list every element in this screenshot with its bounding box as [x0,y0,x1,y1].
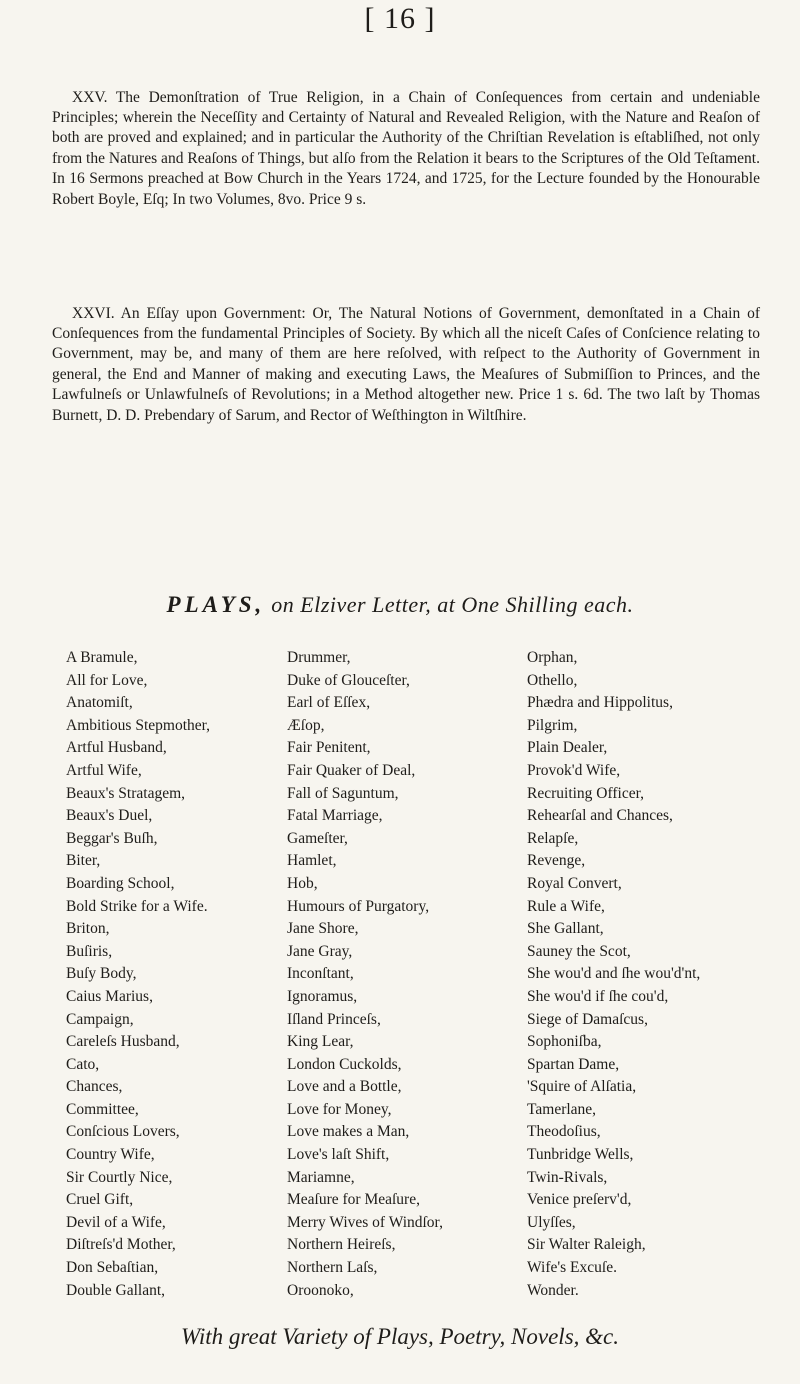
play-title: Country Wife, [66,1146,155,1164]
play-title: Buſy Body, [66,965,137,983]
play-title: Sophoniſba, [527,1033,602,1051]
play-title: Artful Wife, [66,761,142,779]
play-title: Caius Marius, [66,987,153,1005]
play-title: Othello, [527,671,578,689]
play-title: Recruiting Officer, [527,784,645,802]
play-title: Rule a Wife, [527,897,605,915]
play-title: Ulyſſes, [527,1213,576,1231]
play-title: A Bramule, [66,649,138,666]
play-title: Don Sebaſtian, [66,1259,159,1277]
play-title: She wou'd if ſhe cou'd, [527,987,669,1005]
play-title: Jane Shore, [287,920,359,938]
play-title: Relapſe, [527,829,579,847]
catalogue-entry-xxvi: XXVI. An Eſſay upon Government: Or, The Natural Notions of Government, demonſtated in a Chain of Conſequences from the fundamental Principles of Society. By which all the niceſt Caſes of Conſcience relating to Government, may be, and many of them are here reſolved, with reſpect to the Authority of Government in general, the End and Manner of making and executing Laws, the Meaſures of Submiſſion to Princes, and the Lawfulneſs or Unlawfulneſs of Revolutions; in a Method altogether new. Price 1 s. 6d. The two laſt by Thomas Burnett, D. D. Prebendary of Sarum, and Rector of Weſthington in Wiltſhire. [52,304,760,424]
play-title: Jane Gray, [287,942,353,960]
play-title: Committee, [66,1100,139,1118]
play-title: Oroonoko, [287,1281,354,1299]
page-number: [ 16 ] [364,2,436,35]
play-title: Careleſs Husband, [66,1033,180,1051]
play-title: She Gallant, [527,920,604,938]
play-title: All for Love, [66,671,148,689]
play-title: Twin-Rivals, [527,1168,608,1186]
play-title: Mariamne, [287,1168,355,1186]
play-title: Æſop, [287,716,325,734]
footer-note: With great Variety of Plays, Poetry, Novels, &c. [181,1324,619,1349]
play-title: Chances, [66,1078,123,1096]
play-title: Duke of Glouceſter, [287,671,410,689]
play-title: Ignoramus, [287,987,358,1005]
play-title: Love and a Bottle, [287,1078,402,1096]
play-title: Cruel Gift, [66,1191,134,1209]
play-title: Fatal Marriage, [287,807,383,825]
plays-heading [40,592,760,618]
play-title: Devil of a Wife, [66,1213,166,1231]
play-title: Iſland Princeſs, [287,1010,381,1028]
play-title: Conſcious Lovers, [66,1123,180,1141]
play-title: Diſtreſs'd Mother, [66,1236,176,1254]
play-title: Sauney the Scot, [527,942,631,960]
plays-column-1 [66,647,266,1302]
play-title: Bold Strike for a Wife. [66,897,208,915]
play-title: Gameſter, [287,829,348,847]
play-title: Love's laſt Shift, [287,1146,390,1164]
play-title: Anatomiſt, [66,694,133,712]
play-title: 'Squire of Alſatia, [527,1078,637,1096]
play-title: London Cuckolds, [287,1055,402,1073]
play-title: Sir Walter Raleigh, [527,1236,646,1254]
play-title: Northern Heireſs, [287,1236,396,1254]
play-title: Inconſtant, [287,965,354,983]
plays-column-3 [527,647,777,1302]
play-title: Drummer, [287,649,351,666]
play-title: Briton, [66,920,110,938]
play-title: Beggar's Buſh, [66,829,158,847]
play-title: Revenge, [527,852,586,870]
play-title: Wife's Excuſe. [527,1259,617,1277]
play-title: Ambitious Stepmother, [66,716,211,734]
play-title: Beaux's Duel, [66,807,153,825]
play-title: Love for Money, [287,1100,392,1118]
play-title: Cato, [66,1055,100,1073]
play-title: Hob, [287,874,318,892]
plays-heading-title: PLAYS, [166,592,266,617]
play-title: Venice preſerv'd, [527,1191,632,1209]
plays-column-2 [287,647,512,1302]
play-title: Boarding School, [66,874,175,892]
play-title: She wou'd and ſhe wou'd'nt, [527,965,701,983]
play-title: Theodoſius, [527,1123,601,1141]
play-title: Plain Dealer, [527,739,608,757]
play-title: Pilgrim, [527,716,578,734]
play-title: Tamerlane, [527,1100,597,1118]
play-title: Biter, [66,852,101,870]
play-title: Humours of Purgatory, [287,897,430,915]
play-title: Fall of Saguntum, [287,784,399,802]
play-title: Fair Penitent, [287,739,371,757]
play-title: Campaign, [66,1010,134,1028]
play-title: Sir Courtly Nice, [66,1168,173,1186]
play-title: Wonder. [527,1281,579,1299]
play-title: Tunbridge Wells, [527,1146,634,1164]
play-title: Buſiris, [66,942,113,960]
play-title: Meaſure for Meaſure, [287,1191,420,1209]
play-title: Northern Laſs, [287,1259,378,1277]
play-title: Fair Quaker of Deal, [287,761,416,779]
play-title: Phædra and Hippolitus, [527,694,673,712]
catalogue-entry-xxv: XXV. The Demonſtration of True Religion, in a Chain of Conſequences from certain and undeniable Principles; wherein the Neceſſity and Certainty of Natural and Revealed Religion, with the Nature and Reaſon of both are proved and explained; and in particular the Authority of the Chriſtian Revelation is eſtabliſhed, not only from the Natures and Reaſons of Things, but alſo from the Relation it bears to the Scriptures of the Old Teſtament. In 16 Sermons preached at Bow Church in the Years 1724, and 1725, for the Lecture founded by the Honourable Robert Boyle, Eſq; In two Volumes, 8vo. Price 9 s. [52,88,760,208]
play-title: Love makes a Man, [287,1123,410,1141]
plays-heading-subtitle: on Elziver Letter, at One Shilling each. [271,592,634,617]
play-title: Artful Husband, [66,739,167,757]
play-title: Merry Wives of Windſor, [287,1213,443,1231]
play-title: Orphan, [527,649,578,666]
play-title: Rehearſal and Chances, [527,807,673,825]
play-title: Royal Convert, [527,874,622,892]
play-title: Siege of Damaſcus, [527,1010,648,1028]
play-title: Beaux's Stratagem, [66,784,186,802]
play-title: Hamlet, [287,852,337,870]
play-title: Provok'd Wife, [527,761,621,779]
play-title: Spartan Dame, [527,1055,620,1073]
play-title: King Lear, [287,1033,354,1051]
play-title: Earl of Eſſex, [287,694,371,712]
play-title: Double Gallant, [66,1281,166,1299]
